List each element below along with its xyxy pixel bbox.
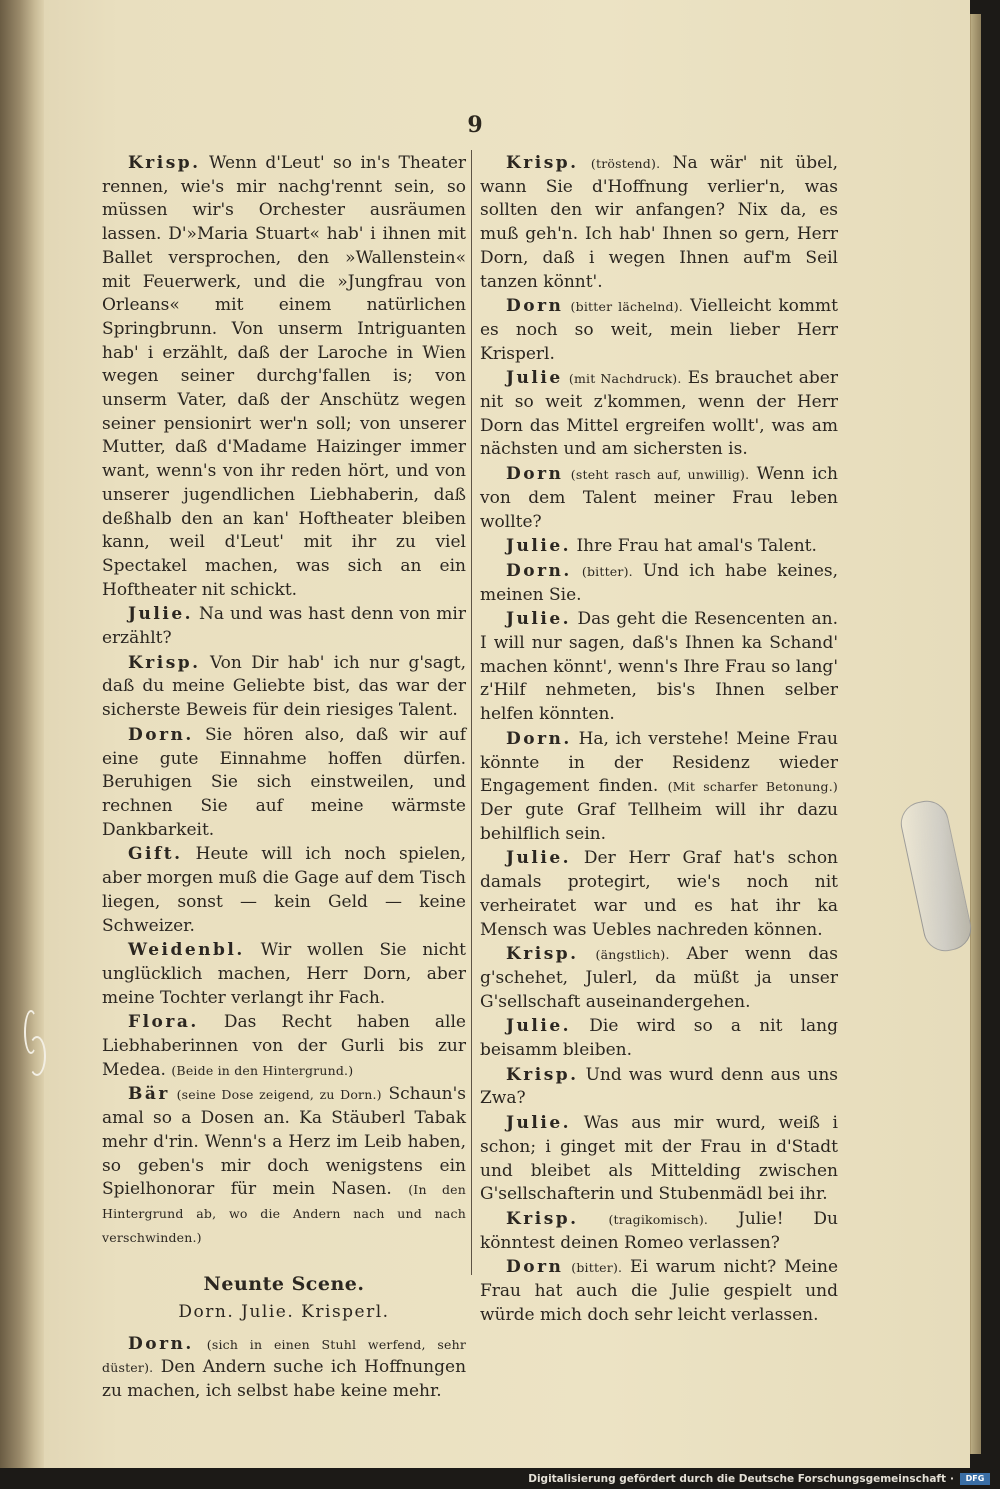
dialogue-paragraph (102, 1333, 466, 1404)
dialogue-text: Heute will ich noch spielen, aber morgen muß die Gage auf dem Tisch liegen, sonst — kein Geld — keine Schweizer. (102, 844, 467, 936)
stage-direction: (tröstend). (590, 156, 661, 171)
page-edge (970, 14, 981, 1454)
dialogue-text: Und ich habe keines, meinen Sie. (480, 560, 839, 605)
speaker-name: Julie. (506, 1016, 572, 1037)
stage-direction: (Mit scharfer Betonung.) (667, 779, 838, 795)
dialogue-paragraph (102, 152, 466, 602)
stage-direction: (mit Nachdruck). (568, 371, 682, 387)
scene-characters: Dorn. Julie. Krisperl. (178, 1302, 390, 1323)
dialogue-paragraph (480, 728, 838, 847)
stage-direction: (bitter). (581, 563, 633, 579)
page-number: 9 (467, 112, 483, 138)
speaker-name: Julie. (506, 536, 572, 557)
dialogue-paragraph (480, 560, 838, 607)
dialogue-text: Was aus mir wurd, weiß i schon; i ginget mit der Frau in d'Stadt und bleibet als Mittelding zwischen G'sellschafterin und Stubenmädl bei ihr. (480, 1113, 838, 1205)
dialogue-text: Wenn ich von dem Talent meiner Frau leben wollte? (480, 464, 838, 532)
speaker-name: Dorn (506, 296, 564, 317)
dialogue-paragraph (480, 847, 838, 942)
stage-direction: (bitter lächelnd). (570, 299, 683, 315)
left-dialogue-after (102, 1333, 466, 1404)
footer-text: Digitalisierung gefördert durch die Deutsche Forschungsgemeinschaft (528, 1473, 946, 1485)
dialogue-text: Wir wollen Sie nicht unglücklich machen, Herr Dorn, aber meine Tochter verlangt ihr Fach. (102, 940, 467, 1008)
dialogue-paragraph (480, 943, 838, 1014)
dialogue-text: Der gute Graf Tellheim will ihr dazu behilflich sein. (480, 799, 838, 844)
dialogue-text: Ihre Frau hat amal's Talent. (576, 536, 817, 557)
left-dialogue (102, 152, 466, 1249)
dialogue-paragraph (480, 1015, 838, 1062)
dialogue-text: Ei warum nicht? Meine Frau hat auch die Julie gespielt und würde mich doch sehr leicht verlassen. (480, 1257, 839, 1325)
dialogue-text: Wenn d'Leut' so in's Theater rennen, wie's mir nachg'rennt sein, so müssen wir's Orchester ausräumen lassen. D'»Maria Stuart« hab' i ihnen mit Ballet versprochen, den »Wallenstein« mit Feuerwerk, und die »Jungfrau von Orleans« mit einem natürlichen Springbrunn. Von unserm Intriguanten hab' i erzählt, daß der Laroche in Wien wegen seiner durchg'fallen is; von unserm Vater, daß der Anschütz wegen seiner pensionirt wer'n soll; von unserer Mutter, daß d'Madame Haizinger immer want, wenn's von ihr reden hört, und von unserer jugendlichen Liebhaberin, daß deßhalb den an kan' Hoftheater bleiben kann, weil d'Leut' mit ihr zu viel Spectakel machen, was sich an ein Hoftheater nit schickt. (102, 153, 467, 600)
speaker-name: Bär (128, 1084, 170, 1105)
dialogue-text: Aber wenn das g'schehet, Julerl, da müßt ja unser G'sellschaft auseinandergehen. (480, 944, 839, 1012)
stage-direction: (Beide in den Hintergrund.) (171, 1062, 354, 1078)
dialogue-text: Julie! Du könntest deinen Romeo verlassen? (480, 1208, 839, 1253)
dialogue-paragraph (480, 295, 838, 366)
speaker-name: Krisp. (506, 1208, 579, 1229)
speaker-name: Krisp. (128, 652, 201, 673)
dialogue-text: Von Dir hab' ich nur g'sagt, daß du meine Geliebte bist, das war der sicherste Beweis für dein riesiges Talent. (102, 652, 466, 721)
dialogue-text: Na und was hast denn von mir erzählt? (102, 604, 466, 649)
book-spine (0, 0, 44, 1468)
dialogue-paragraph (480, 608, 838, 727)
dfg-logo-icon: DFG (960, 1473, 990, 1485)
dialogue-paragraph (480, 1064, 838, 1111)
dialogue-text: Schaun's amal so a Dosen an. Ka Stäuberl Tabak mehr d'rin. Wenn's a Herz im Leib haben, so geben's mir doch wenigstens ein Spielhonorar für mein Nasen. (102, 1084, 467, 1200)
dialogue-paragraph (102, 724, 466, 843)
dialogue-paragraph (102, 1083, 466, 1249)
stage-direction: (sich in einen Stuhl werfend, sehr düster). (102, 1336, 466, 1376)
stage-direction: (In den Hintergrund ab, wo die Andern nach und nach verschwinden.) (102, 1182, 466, 1245)
speaker-name: Dorn. (506, 728, 572, 749)
right-column (480, 152, 838, 1328)
speaker-name: Krisp. (506, 944, 579, 965)
dialogue-paragraph (480, 1256, 838, 1327)
dialogue-paragraph (102, 603, 466, 650)
dialogue-paragraph (480, 1208, 838, 1255)
dialogue-paragraph (480, 152, 838, 294)
dialogue-text: Die wird so a nit lang beisamm bleiben. (480, 1016, 839, 1061)
right-dialogue (480, 152, 838, 1327)
dialogue-paragraph (102, 1011, 466, 1082)
dialogue-text: Es brauchet aber nit so weit z'kommen, wenn der Herr Dorn das Mittel ergreifen wollt', was am nächsten und am sichersten is. (480, 368, 838, 460)
dialogue-text: Ha, ich verstehe! Meine Frau könnte in der Residenz wieder Engagement finden. (480, 728, 838, 797)
stage-direction: (steht rasch auf, unwillig). (570, 467, 750, 483)
speaker-name: Julie. (128, 604, 194, 625)
dialogue-paragraph (102, 652, 466, 723)
speaker-name: Julie. (506, 609, 572, 630)
dialogue-paragraph (102, 843, 466, 938)
speaker-name: Dorn. (128, 1333, 194, 1354)
stage-direction: (ängstlich). (595, 947, 670, 963)
digitization-footer (528, 1471, 954, 1487)
dialogue-paragraph (480, 463, 838, 534)
column-divider (471, 150, 472, 1275)
dialogue-text: Na wär' nit übel, wann Sie d'Hoffnung verlier'n, was sollten den wir anfangen? Nix da, es muß geh'n. Ich hab' Ihnen so gern, Herr Dorn, daß i wegen Ihnen auf'm Seil tanzen könnt'. (480, 153, 838, 292)
speaker-name: Dorn. (506, 560, 572, 581)
left-column (102, 152, 466, 1405)
stage-direction: (tragikomisch). (608, 1211, 709, 1227)
binding-thread (18, 1010, 44, 1080)
speaker-name: Dorn. (128, 724, 194, 745)
dialogue-paragraph (480, 1112, 838, 1207)
dialogue-paragraph (480, 367, 838, 462)
dialogue-text: Das geht die Resencenten an. I will nur sagen, daß's Ihnen ka Schand' machen könnt', wenn's Ihre Frau so lang' z'Hilf nehmeten, bis's Ihnen selber helfen könnten. (480, 609, 839, 725)
dialogue-text: Vielleicht kommt es noch so weit, mein lieber Herr Krisperl. (480, 296, 838, 364)
speaker-name: Krisp. (128, 153, 201, 173)
dialogue-text: Sie hören also, daß wir auf eine gute Einnahme hoffen dürfen. Beruhigen Sie sich einstweilen, und rechnen Sie auf meine wärmste Dankbarkeit. (102, 724, 467, 840)
dialogue-text: Den Andern suche ich Hoffnungen zu machen, ich selbst habe keine mehr. (102, 1357, 467, 1402)
speaker-name: Dorn (506, 1257, 564, 1278)
footer-separator: · (950, 1473, 954, 1485)
stage-direction: (seine Dose zeigend, zu Dorn.) (176, 1087, 382, 1103)
scene-heading: Neunte Scene. (203, 1273, 365, 1296)
speaker-name: Gift. (128, 844, 183, 865)
speaker-name: Weidenbl. (128, 940, 245, 961)
speaker-name: Julie. (506, 1113, 572, 1134)
speaker-name: Dorn (506, 464, 564, 485)
speaker-name: Julie. (506, 848, 572, 869)
dialogue-text: Das Recht haben alle Liebhaberinnen von der Gurli bis zur Medea. (102, 1012, 466, 1080)
dialogue-paragraph (480, 535, 838, 559)
dialogue-paragraph (102, 939, 466, 1010)
stage-direction: (bitter). (571, 1260, 623, 1276)
speaker-name: Krisp. (506, 153, 579, 173)
speaker-name: Krisp. (506, 1064, 579, 1085)
dialogue-text: Und was wurd denn aus uns Zwa? (480, 1064, 838, 1109)
speaker-name: Julie (506, 368, 563, 389)
dialogue-text: Der Herr Graf hat's schon damals protegirt, wie's noch nit verheiratet war und es hat ihr ka Mensch was Uebles nachreden können. (480, 848, 839, 940)
speaker-name: Flora. (128, 1012, 199, 1033)
